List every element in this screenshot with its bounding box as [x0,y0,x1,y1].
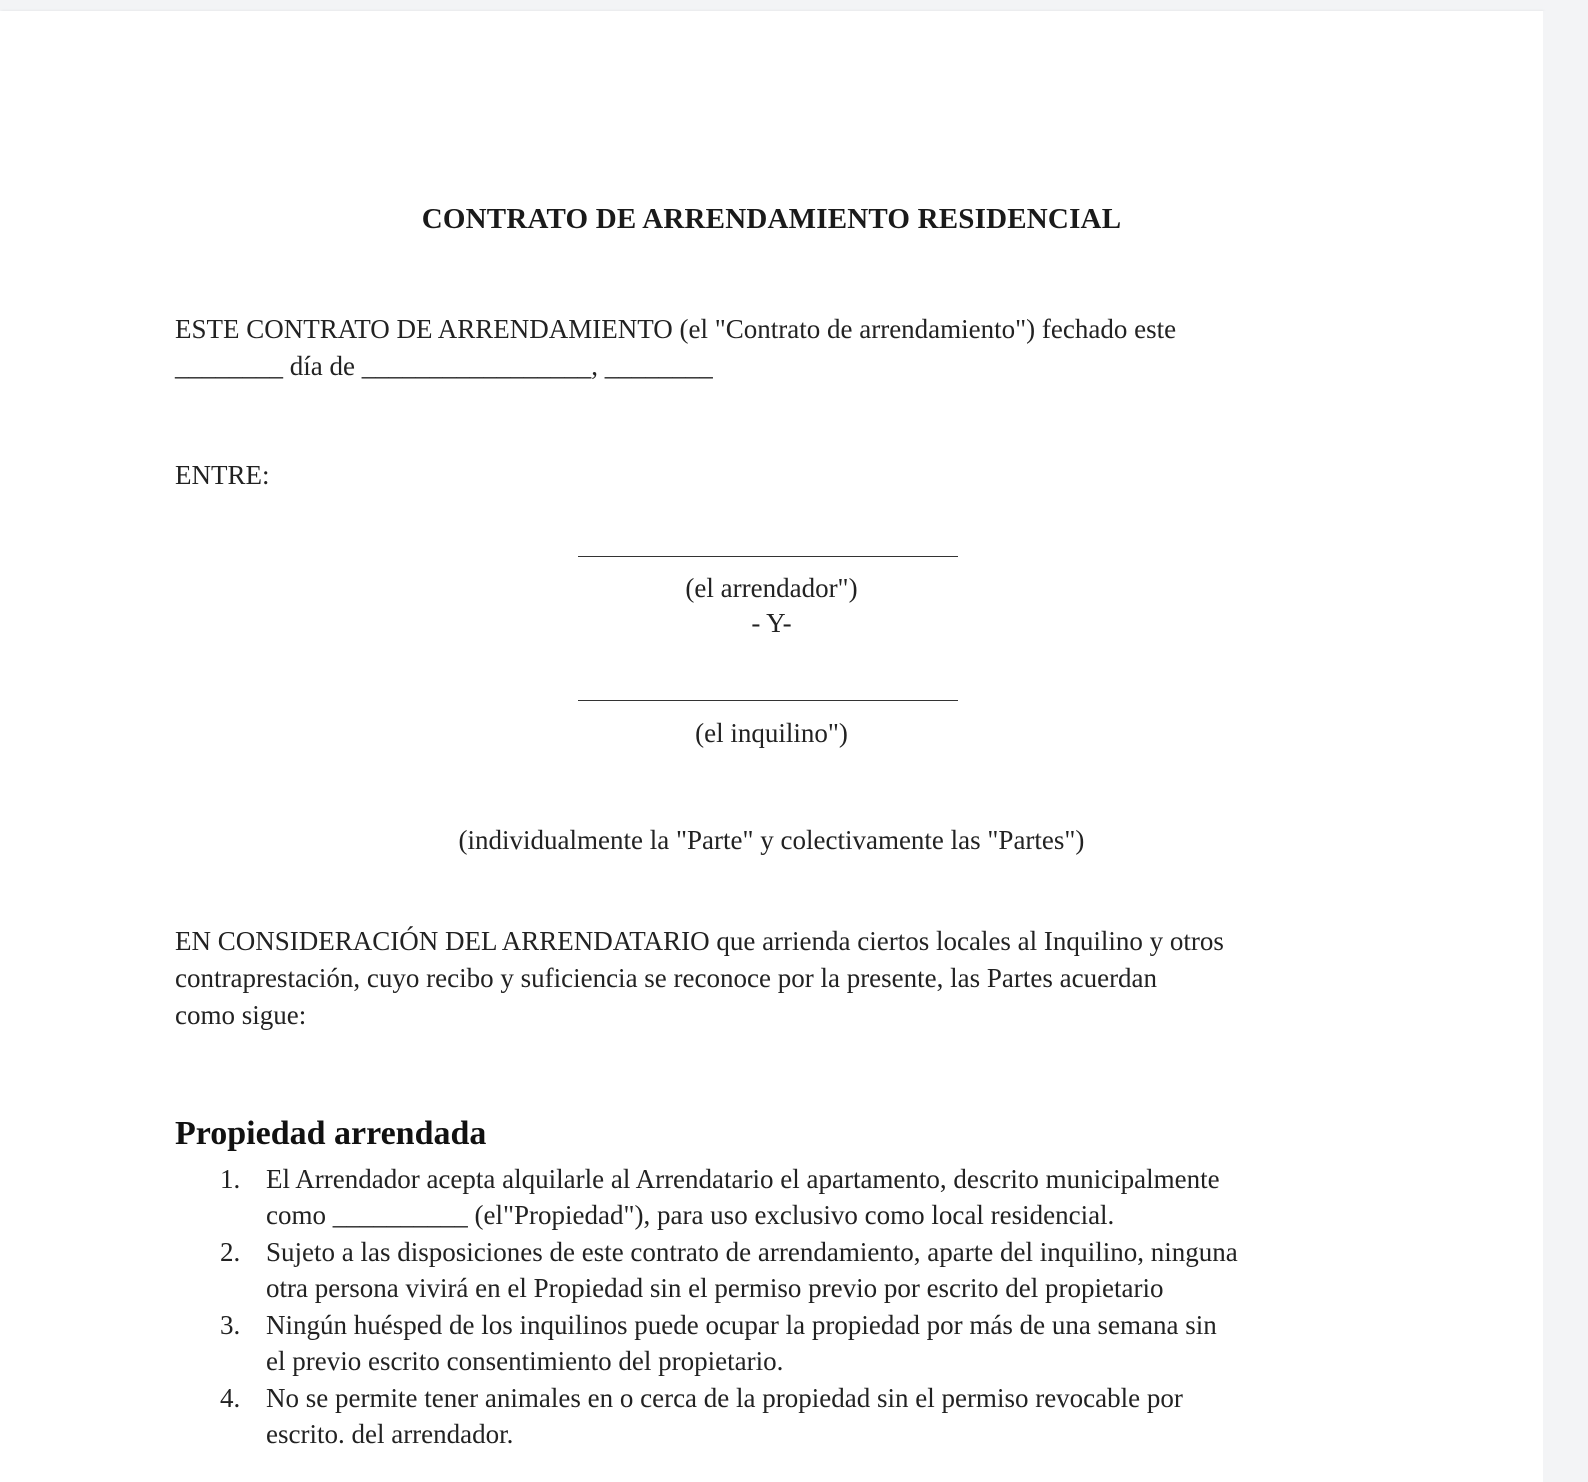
intro-paragraph [175,311,1395,385]
section-heading: Propiedad arrendada [175,1115,487,1152]
consideration-paragraph [175,923,1395,1034]
clause-item [175,1234,1375,1306]
tenant-label: (el inquilino") [695,718,848,748]
clause-number: 1. [220,1164,241,1194]
clause-list [175,1161,1375,1453]
landlord-label: (el arrendador") [685,573,858,603]
clause-number: 2. [220,1237,241,1267]
between-label: ENTRE: [175,460,270,490]
page-margin [1543,11,1588,1482]
clause-line: escrito. del arrendador. [266,1419,514,1449]
tenant-signature-line [578,700,958,701]
clause-line: No se permite tener animales en o cerca de la propiedad sin el permiso revocable por [266,1383,1183,1413]
clause-line: Sujeto a las disposiciones de este contrato de arrendamiento, aparte del inquilino, ninguna [266,1237,1238,1267]
clause-number: 3. [220,1310,241,1340]
intro-line-1: ESTE CONTRATO DE ARRENDAMIENTO (el "Contrato de arrendamiento") fechado este [175,314,1177,344]
clause-number: 4. [220,1383,241,1413]
landlord-signature-line [578,556,958,557]
clause-line: Ningún huésped de los inquilinos puede ocupar la propiedad por más de una semana sin [266,1310,1217,1340]
consideration-line-3: como sigue: [175,1000,307,1030]
clause-item [175,1380,1375,1452]
clause-line: otra persona vivirá en el Propiedad sin el permiso previo por escrito del propietario [266,1273,1164,1303]
clause-line: el previo escrito consentimiento del propietario. [266,1346,784,1376]
clause-line: El Arrendador acepta alquilarle al Arrendatario el apartamento, descrito municipalmente [266,1164,1220,1194]
intro-line-2: ________ día de _________________, ________ [175,351,713,381]
and-label: - Y- [751,608,792,638]
clause-item [175,1161,1375,1233]
clause-item [175,1307,1375,1379]
clause-line: como __________ (el"Propiedad"), para uso exclusivo como local residencial. [266,1200,1115,1230]
document-title: CONTRATO DE ARRENDAMIENTO RESIDENCIAL [421,203,1122,235]
consideration-line-1: EN CONSIDERACIÓN DEL ARRENDATARIO que arrienda ciertos locales al Inquilino y otros [175,926,1224,956]
parties-note: (individualmente la "Parte" y colectivamente las "Partes") [458,825,1085,855]
document-page [0,11,1543,1482]
consideration-line-2: contraprestación, cuyo recibo y suficiencia se reconoce por la presente, las Partes acuerdan [175,963,1158,993]
